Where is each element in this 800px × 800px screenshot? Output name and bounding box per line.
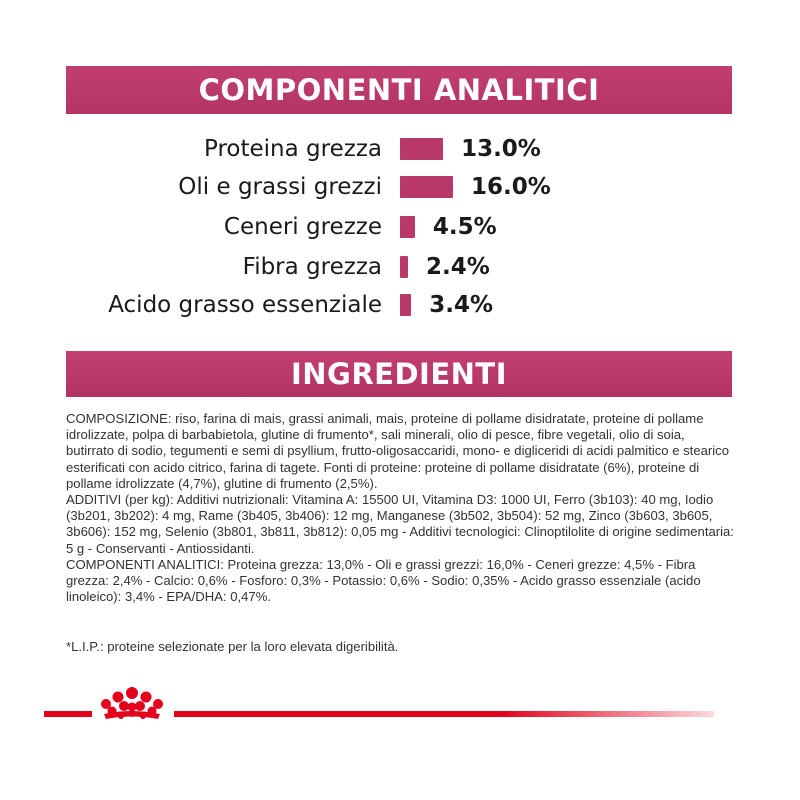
ingredients-banner [66, 351, 732, 397]
analytic-row-bar [400, 256, 408, 278]
analytic-row-value: 16.0% [471, 174, 551, 200]
analytic-row-bar [400, 138, 443, 160]
analytic-row-bar [400, 294, 411, 316]
analytic-row-label: Oli e grassi grezzi [178, 174, 382, 200]
composition-paragraph: COMPOSIZIONE: riso, farina di mais, grassi animali, mais, proteine di pollame disidratate, proteine di pollame idrolizzate, polpa di barbabietola, glutine di frumento*, sali minerali, olio di pesce, fibre vegetali, olio di soia, butirrato di sodio, tegumenti e semi di psyllium, frutto-oligosaccaridi, mono- e digliceridi di acidi palmitico e stearico esterificati con acido citrico, farina di tagete. Fonti di proteine: proteine di pollame disidratate (6%), proteine di pollame idrolizzate (4,7%), glutine di frumento (2,5%). [66, 411, 729, 491]
analytic-row-value: 4.5% [432, 214, 497, 240]
analytic-row-value: 13.0% [461, 136, 541, 162]
analytic-row [0, 212, 800, 242]
analytic-row-value: 2.4% [426, 254, 490, 280]
ingredients-title: INGREDIENTI [290, 357, 508, 391]
analytic-components-paragraph: COMPONENTI ANALITICI: Proteina grezza: 13,0% - Oli e grassi grezzi: 16,0% - Ceneri grezze: 4,5% - Fibra grezza: 2,4% - Calcio: 0,6% - Fosforo: 0,3% - Potassio: 0,6% - Sodio: 0,35% - Acido grasso essenziale (acido linoleico): 3,4% - EPA/DHA: 0,47%. [66, 556, 701, 605]
analytic-row [0, 290, 800, 320]
analytic-row [0, 252, 800, 282]
ingredients-text-block [66, 411, 736, 605]
analytic-row-value: 3.4% [429, 292, 494, 318]
analytic-row-label: Acido grasso essenziale [108, 292, 382, 318]
additives-paragraph: ADDITIVI (per kg): Additivi nutrizionali: Vitamina A: 15500 UI, Vitamina D3: 1000 UI, Ferro (3b103): 40 mg, Iodio (3b201, 3b202): 4 mg, Rame (3b405, 3b406): 12 mg, Manganese (3b502, 3b504): 52 mg, Zinco (3b603, 3b605, 3b606): 152 mg, Selenio (3b801, 3b811, 3b812): 0,05 mg - Additivi tecnologici: Clinoptilolite di origine sedimentaria: 5 g - Conservanti - Antiossidanti. [66, 492, 734, 556]
analytic-components-title: COMPONENTI ANALITICI [198, 73, 600, 107]
crown-icon [96, 686, 168, 726]
analytic-row-label: Fibra grezza [242, 254, 382, 280]
analytic-row-label: Ceneri grezze [223, 214, 382, 240]
analytic-components-banner [66, 66, 732, 114]
analytic-row-bar [400, 176, 453, 198]
analytic-row-label: Proteina grezza [204, 136, 382, 162]
analytic-row-bar [400, 216, 415, 238]
analytic-row [0, 172, 800, 202]
footnote: *L.I.P.: proteine selezionate per la loro elevata digeribilità. [66, 639, 399, 654]
analytic-row [0, 134, 800, 164]
brand-line-right [174, 711, 714, 717]
brand-line-left [44, 711, 92, 717]
